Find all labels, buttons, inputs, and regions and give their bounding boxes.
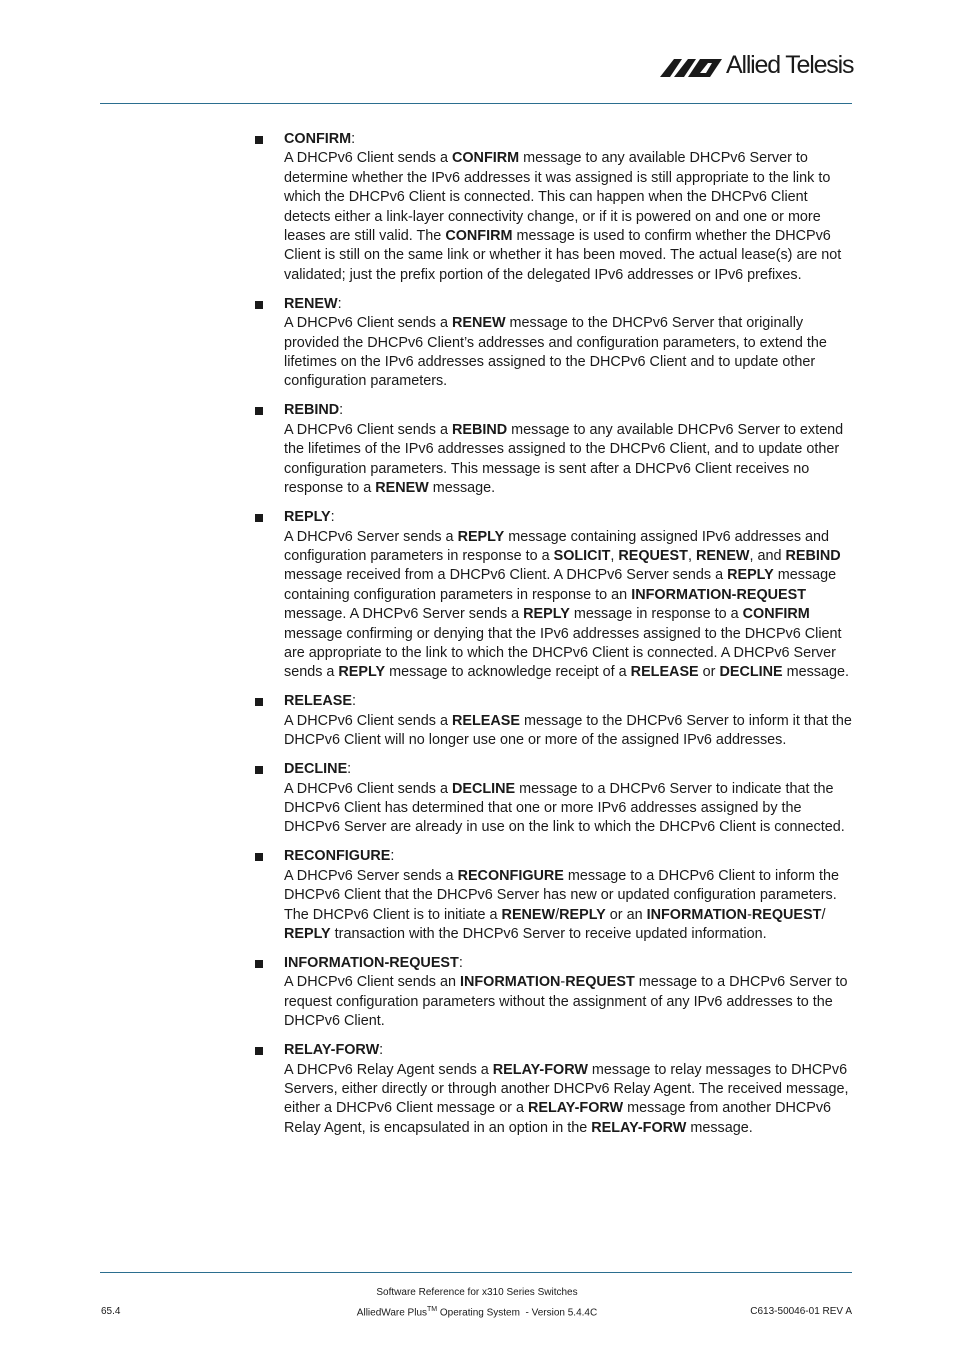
description-text: message received from a DHCPv6 Client. A DHCPv6 Server sends a: [284, 567, 728, 584]
document-id: C613-50046-01 REV A: [750, 1306, 852, 1317]
bold-keyword: REPLY: [338, 664, 386, 681]
description-text: ,: [610, 547, 619, 564]
description-text: , and: [749, 547, 786, 564]
footer-system-prefix: AlliedWare Plus: [356, 1307, 428, 1319]
square-bullet-icon: [255, 1047, 263, 1055]
description-text: A DHCPv6 Client sends a: [284, 712, 452, 729]
term-label: REBIND: [284, 402, 340, 419]
header-rule: [100, 103, 852, 104]
item-description: [284, 973, 854, 1031]
list-item: [254, 760, 854, 838]
bold-keyword: RENEW: [501, 906, 556, 923]
item-description: [284, 149, 854, 285]
message-type-list: [254, 130, 854, 1148]
item-term: RECONFIGURE:: [284, 848, 395, 865]
item-term: RELEASE:: [284, 693, 356, 710]
list-item: [254, 130, 854, 285]
footer-system-suffix: Operating System - Version 5.4.4C: [437, 1307, 598, 1319]
bold-keyword: REPLY: [559, 906, 606, 923]
description-text: message to a DHCPv6 Server to indicate that the DHCPv6 Client has determined that one or more IPv6 addresses assigned by the DHCPv6 Server are already in use on the link to which the DHCPv6 Client is connected.: [284, 780, 845, 836]
description-text: message. A DHCPv6 Server sends a: [284, 606, 524, 623]
description-text: message to relay messages to DHCPv6 Servers, either directly or through another DHCPv6 Relay Agent. The received message, either a DHCPv6 Client message or a: [284, 1061, 849, 1117]
term-label: RELAY-FORW: [284, 1042, 380, 1059]
bold-keyword: REBIND: [451, 421, 508, 438]
footer-rule: [100, 1272, 852, 1273]
description-text: A DHCPv6 Relay Agent sends a: [284, 1061, 493, 1078]
square-bullet-icon: [255, 766, 263, 774]
description-text: message to any available DHCPv6 Server to extend the lifetimes of the IPv6 addresses assigned to the DHCPv6 Client, and to update other configuration parameters. This message is sent after a DHCPv6 Client receives no response to a: [284, 421, 844, 497]
list-item: [254, 954, 854, 1032]
bold-keyword: RELAY-FORW: [527, 1100, 624, 1117]
item-term: RENEW:: [284, 295, 342, 312]
item-term: RELAY-FORW:: [284, 1042, 384, 1059]
description-text: message containing assigned IPv6 addresses and configuration parameters in response to a: [284, 528, 830, 564]
logo-mark-icon: [660, 55, 724, 81]
description-text: message.: [686, 1119, 753, 1136]
bold-keyword: REBIND: [785, 547, 841, 564]
bold-keyword: INFORMATION-REQUEST: [631, 586, 807, 603]
description-text: message to a DHCPv6 Client to inform the DHCPv6 Client that the DHCPv6 Server has new or updated configuration parameters. The DHCPv6 Client is to initiate a: [284, 867, 840, 923]
item-description: [284, 867, 854, 945]
bold-keyword: REQUEST: [751, 906, 822, 923]
description-text: A DHCPv6 Server sends a: [284, 528, 458, 545]
square-bullet-icon: [255, 698, 263, 706]
bold-keyword: REPLY: [284, 926, 331, 942]
description-text: message to the DHCPv6 Server that originally provided the DHCPv6 Client’s addresses and configuration parameters, to extend the lifetimes on the IPv6 addresses assigned to the DHCPv6 Client and to update other configuration parameters.: [284, 315, 827, 390]
bold-keyword: DECLINE: [451, 780, 516, 797]
item-description: [284, 421, 854, 499]
square-bullet-icon: [255, 407, 263, 415]
description-text: /: [555, 906, 560, 923]
description-text: -: [560, 974, 566, 991]
term-label: RENEW: [284, 295, 338, 312]
description-text: A DHCPv6 Client sends a: [284, 421, 452, 438]
square-bullet-icon: [255, 514, 263, 522]
description-text: message containing configuration parameters in response to an: [284, 567, 837, 603]
description-text: message is used to confirm whether the DHCPv6 Client is still on the same link or whether it has been moved. The actual lease(s) are not validated; just the prefix portion of the delegated IPv6 addresses or IPv6 prefixes.: [284, 228, 842, 283]
item-term: REBIND:: [284, 402, 344, 419]
list-item: [254, 692, 854, 750]
description-text: message to the DHCPv6 Server to inform it that the DHCPv6 Client will no longer use one or more of the assigned IPv6 addresses.: [284, 712, 852, 749]
bold-keyword: CONFIRM: [445, 228, 513, 245]
item-description: [284, 528, 854, 683]
description-text: message confirming or denying that the IPv6 addresses assigned to the DHCPv6 Client are appropriate to the link to which the DHCPv6 Client is connected. A DHCPv6 Server sends a: [284, 625, 842, 681]
description-text: message.: [782, 664, 850, 681]
description-text: or an: [605, 906, 647, 923]
description-text: message from another DHCPv6 Relay Agent, is encapsulated in an option in the: [284, 1100, 832, 1136]
page-number: 65.4: [101, 1306, 121, 1317]
description-text: A DHCPv6 Client sends a: [284, 780, 452, 797]
bold-keyword: CONFIRM: [451, 150, 520, 167]
square-bullet-icon: [255, 853, 263, 861]
term-label: REPLY: [284, 509, 331, 526]
bold-keyword: RENEW: [695, 547, 750, 564]
item-term: CONFIRM:: [284, 131, 356, 147]
item-description: [284, 1061, 854, 1139]
bold-keyword: REPLY: [727, 567, 774, 584]
square-bullet-icon: [255, 960, 263, 968]
description-text: message to a DHCPv6 Server to request configuration parameters without the assignment of any IPv6 addresses to the DHCPv6 Client.: [284, 974, 848, 1030]
list-item: [254, 401, 854, 498]
term-label: CONFIRM: [284, 131, 352, 147]
description-text: A DHCPv6 Client sends a: [284, 315, 452, 332]
bold-keyword: CONFIRM: [742, 606, 810, 623]
item-description: [284, 780, 854, 838]
description-text: A DHCPv6 Client sends an: [284, 974, 460, 991]
bold-keyword: RENEW: [451, 315, 506, 332]
term-label: RELEASE: [284, 693, 352, 710]
square-bullet-icon: [255, 301, 263, 309]
bold-keyword: REPLY: [457, 528, 505, 545]
term-label: DECLINE: [284, 761, 348, 778]
item-term: DECLINE:: [284, 761, 352, 778]
item-term: REPLY:: [284, 509, 335, 526]
bold-keyword: REPLY: [523, 606, 570, 623]
bold-keyword: INFORMATION: [459, 974, 561, 991]
bold-keyword: RECONFIGURE: [457, 867, 564, 884]
description-text: message to any available DHCPv6 Server to determine whether the IPv6 addresses it was assigned is still appropriate to the link to which the DHCPv6 Client is connected. This can happen when the DHCPv6 Client detects either a link-layer connectivity change, or if it is powered on and one or more leases are still valid. The: [284, 150, 831, 245]
bold-keyword: RELAY-FORW: [591, 1119, 687, 1136]
list-item: [254, 847, 854, 944]
bold-keyword: REQUEST: [565, 974, 635, 991]
bold-keyword: DECLINE: [719, 664, 783, 681]
bold-keyword: RELEASE: [451, 712, 520, 729]
description-text: message to acknowledge receipt of a: [385, 664, 631, 681]
list-item: [254, 295, 854, 392]
bold-keyword: RENEW: [375, 480, 429, 497]
item-description: [284, 712, 854, 751]
item-description: [284, 314, 854, 392]
logo-text: Allied Telesis: [726, 51, 854, 79]
allied-telesis-logo: [660, 50, 856, 80]
description-text: message in response to a: [569, 606, 743, 623]
term-label: RECONFIGURE: [284, 848, 391, 865]
list-item: [254, 508, 854, 683]
description-text: A DHCPv6 Server sends a: [284, 867, 458, 884]
trademark-mark: TM: [427, 1306, 438, 1313]
description-text: /: [821, 906, 826, 923]
description-text: message.: [428, 480, 496, 497]
bold-keyword: RELEASE: [630, 664, 699, 681]
description-text: -: [747, 906, 752, 923]
description-text: A DHCPv6 Client sends a: [284, 150, 452, 167]
square-bullet-icon: [255, 136, 263, 144]
bold-keyword: RELAY-FORW: [492, 1061, 588, 1078]
item-term: INFORMATION-REQUEST:: [284, 955, 463, 971]
bold-keyword: REQUEST: [618, 547, 688, 564]
term-label: INFORMATION-REQUEST: [284, 955, 459, 971]
footer-title: Software Reference for x310 Series Switches: [376, 1287, 578, 1298]
description-text: transaction with the DHCPv6 Server to receive updated information.: [330, 926, 767, 942]
list-item: [254, 1041, 854, 1138]
description-text: or: [698, 664, 720, 681]
bold-keyword: SOLICIT: [553, 547, 611, 564]
description-text: ,: [687, 547, 696, 564]
bold-keyword: INFORMATION: [646, 906, 748, 923]
